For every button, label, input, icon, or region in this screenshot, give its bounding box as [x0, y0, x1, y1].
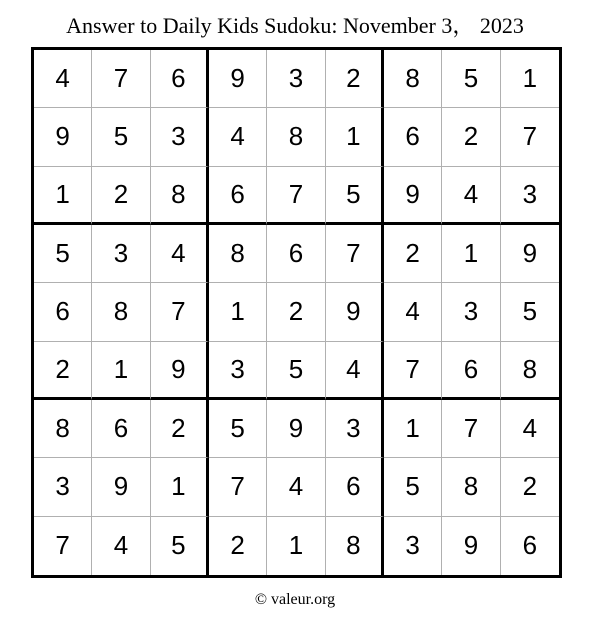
sudoku-cell: 1 [209, 283, 267, 341]
sudoku-cell: 2 [151, 400, 209, 458]
sudoku-cell: 9 [326, 283, 384, 341]
sudoku-cell: 6 [522, 530, 538, 561]
page-title: Answer to Daily Kids Sudoku: November 3， 2023 [66, 13, 524, 38]
sudoku-cell: 8 [92, 283, 150, 341]
sudoku-cell: 3 [34, 458, 92, 516]
sudoku-cell: 8 [384, 50, 442, 108]
sudoku-cell: 7 [34, 517, 92, 575]
sudoku-cell: 6 [34, 283, 92, 341]
sudoku-cell: 6 [92, 400, 150, 458]
sudoku-cell: 5 [501, 283, 559, 341]
sudoku-cell: 3 [326, 400, 384, 458]
sudoku-cell: 4 [209, 108, 267, 166]
sudoku-cell: 4 [384, 283, 442, 341]
sudoku-cell: 6 [151, 50, 209, 108]
sudoku-cell: 7 [151, 283, 209, 341]
sudoku-cell: 1 [384, 400, 442, 458]
sudoku-cell: 9 [34, 108, 92, 166]
sudoku-cell: 9 [501, 225, 559, 283]
sudoku-cell: 9 [151, 342, 209, 400]
sudoku-grid [31, 47, 562, 578]
sudoku-cell: 2 [384, 225, 442, 283]
sudoku-cell: 1 [34, 167, 92, 225]
sudoku-cell: 4 [151, 225, 209, 283]
sudoku-cell: 3 [501, 167, 559, 225]
sudoku-cell: 3 [267, 50, 325, 108]
sudoku-cell: 5 [267, 342, 325, 400]
sudoku-cell: 2 [34, 342, 92, 400]
sudoku-cell: 6 [326, 458, 384, 516]
sudoku-cell: 8 [442, 458, 500, 516]
sudoku-cell: 9 [442, 517, 500, 575]
sudoku-cell: 8 [267, 108, 325, 166]
sudoku-cell: 5 [442, 50, 500, 108]
sudoku-cell: 9 [384, 167, 442, 225]
sudoku-cell: 5 [92, 108, 150, 166]
sudoku-cell: 7 [501, 108, 559, 166]
sudoku-cell: 2 [501, 458, 559, 516]
sudoku-cell: 8 [209, 225, 267, 283]
sudoku-cell: 7 [384, 342, 442, 400]
sudoku-cell: 1 [501, 50, 559, 108]
copyright-footer: © valeur.org [254, 591, 336, 608]
sudoku-cell: 6 [209, 167, 267, 225]
sudoku-cell: 1 [267, 517, 325, 575]
sudoku-cell: 7 [442, 400, 500, 458]
sudoku-cell: 2 [209, 517, 267, 575]
sudoku-cell: 4 [34, 50, 92, 108]
sudoku-cell: 3 [151, 108, 209, 166]
sudoku-cell: 5 [34, 225, 92, 283]
sudoku-cell: 2 [267, 283, 325, 341]
sudoku-cell: 5 [326, 167, 384, 225]
sudoku-cell: 2 [92, 167, 150, 225]
sudoku-cell: 4 [442, 167, 500, 225]
sudoku-cell: 7 [209, 458, 267, 516]
sudoku-cell: 1 [442, 225, 500, 283]
sudoku-cell: 9 [92, 458, 150, 516]
sudoku-cell: 3 [384, 517, 442, 575]
sudoku-cell: 4 [326, 342, 384, 400]
sudoku-cell: 7 [326, 225, 384, 283]
sudoku-cell: 6 [442, 342, 500, 400]
sudoku-cell: 8 [501, 342, 559, 400]
sudoku-cell: 1 [151, 458, 209, 516]
sudoku-cell: 9 [209, 50, 267, 108]
sudoku-cell: 2 [326, 50, 384, 108]
sudoku-cell: 7 [267, 167, 325, 225]
sudoku-cell: 7 [92, 50, 150, 108]
sudoku-cell: 5 [151, 517, 209, 575]
sudoku-cell: 5 [384, 458, 442, 516]
sudoku-cell: 3 [209, 342, 267, 400]
sudoku-cell: 6 [384, 108, 442, 166]
sudoku-cell: 8 [326, 517, 384, 575]
sudoku-cell: 4 [267, 458, 325, 516]
sudoku-cell: 9 [267, 400, 325, 458]
sudoku-cell: 1 [92, 342, 150, 400]
sudoku-cell: 4 [92, 517, 150, 575]
sudoku-cell: 3 [92, 225, 150, 283]
sudoku-cell: 2 [442, 108, 500, 166]
sudoku-cell: 4 [501, 400, 559, 458]
sudoku-cell: 5 [209, 400, 267, 458]
sudoku-cell: 1 [326, 108, 384, 166]
sudoku-cell: 3 [442, 283, 500, 341]
sudoku-cell: 8 [151, 167, 209, 225]
sudoku-cell: 8 [34, 400, 92, 458]
sudoku-cell: 6 [267, 225, 325, 283]
